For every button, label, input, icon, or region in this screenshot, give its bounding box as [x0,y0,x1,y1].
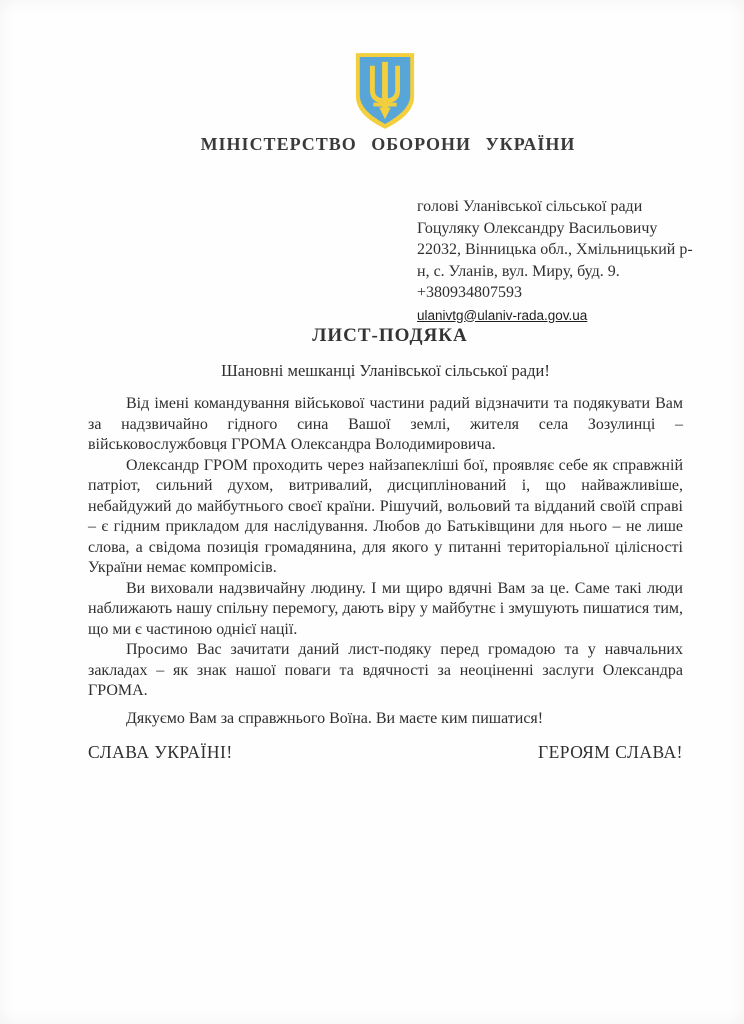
slogan-heroiam-slava: ГЕРОЯМ СЛАВА! [537,742,683,762]
recipient-line-role: голові Уланівської сільської ради [417,198,643,215]
letter-body [88,394,683,763]
trident-shield-svg [352,50,418,132]
closing-line: Дякуємо Вам за справжнього Воїна. Ви маєте ким пишатися! [126,709,544,727]
body-paragraph-4: Просимо Вас зачитати даний лист-подяку перед громадою та у навчальних закладах – як знак нашої поваги та вдячності за неоціненні заслуги Олександра ГРОМА. [88,641,683,699]
slogan-slava-ukraini: СЛАВА УКРАЇНІ! [88,742,233,762]
letter-title: ЛИСТ-ПОДЯКА [312,325,468,346]
body-paragraph-1: Від імені командування військової частини радий відзначити та подякувати Вам за надзвичайно гідного сина Вашої землі, жителя села Зозулинці – військовослужбовця ГРОМА Олександра Володимировича. [88,395,683,453]
recipient-line-address-1: 22032, Вінницька обл., Хмільницький р- [417,241,693,258]
salutation-line: Шановні мешканці Уланівської сільської ради! [221,361,550,380]
slogans-row [88,742,683,763]
recipient-email-link[interactable]: ulanivtg@ulaniv-rada.gov.ua [417,307,588,323]
ministry-title: МІНІСТЕРСТВО ОБОРОНИ УКРАЇНИ [200,134,576,154]
body-paragraph-2: Олександр ГРОМ проходить через найзапекліші бої, проявляє себе як справжній патріот, сильний духом, витривалий, дисциплінований і, що найважливіше, небайдужий до майбутнього своєї країни. Рішучий, вольовий та відданий своїй справі – є гідним прикладом для наслідування. Любов до Батьківщини для нього – не лише слова, а свідома позиція громадянина, для якого у питанні територіальної цілісності України немає компромісів. [88,456,683,576]
recipient-address-block [417,196,693,326]
body-paragraph-3: Ви виховали надзвичайну людину. І ми щиро вдячні Вам за це. Саме такі люди наближають нашу спільну перемогу, дають віру у майбутнє і змушують пишатися тим, що ми є частиною однієї нації. [88,579,683,638]
recipient-line-address-2: н, с. Уланів, вул. Миру, буд. 9. [417,262,620,280]
recipient-phone: +380934807593 [417,284,523,301]
ukraine-trident-emblem-icon [352,50,418,132]
recipient-line-name: Гоцуляку Олександру Васильовичу [417,219,658,237]
